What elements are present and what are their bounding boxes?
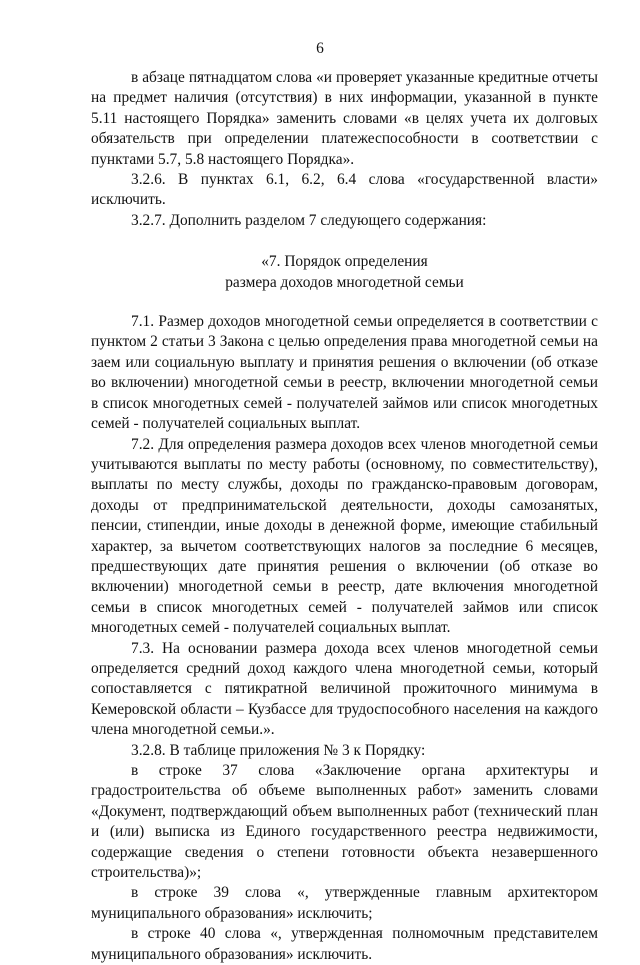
paragraph-7-2: 7.2. Для определения размера доходов всех членов многодетной семьи учитываются выплаты по месту работы (основному, по совместительству), выплаты по месту службы, доходы по гражданско-правовым договорам, доходы от предпринимательской деятельности, доходы самозанятых, пенсии, стипендии, иные доходы в денежной форме, имеющие стабильный характер, за вычетом соответствующих налогов за последние 6 месяцев, предшествующих дате принятия решения о включении (об отказе во включении) многодетной семьи в реестр, дате включения многодетной семьи в список многодетных семей - получателей займов или список многодетных семей - получателей социальных выплат. xyxy=(91,435,598,637)
paragraph-row-40: в строке 40 слова «, утвержденная полномочным представителем муниципального образования» исключить. xyxy=(91,925,598,963)
paragraph-row-37: в строке 37 слова «Заключение органа архитектуры и градостроительства об объеме выполненных работ» заменить словами «Документ, подтверждающий объем выполненных работ (технический план и (или) выписка из Единого государственного реестра недвижимости, содержащие сведения о степени готовности объекта незавершенного строительства)»; xyxy=(91,762,598,882)
paragraph-7-1: 7.1. Размер доходов многодетной семьи определяется в соответствии с пунктом 2 статьи 3 Закона с целью определения права многодетной семьи на заем или социальную выплату и принятия решения о включении (об отказе во включении) многодетной семьи в реестр, включении многодетной семьи в список многодетных семей - получателей займов или список многодетных семей - получателей социальных выплат. xyxy=(91,313,598,433)
page-number: 6 xyxy=(316,40,324,57)
paragraph-3-2-6: 3.2.6. В пунктах 6.1, 6.2, 6.4 слова «государственной власти» исключить. xyxy=(91,171,598,209)
paragraph-7-3: 7.3. На основании размера дохода всех членов многодетной семьи определяется средний доход каждого члена многодетной семьи, который сопоставляется с пятикратной величиной прожиточного минимума в Кемеровской области – Кузбассе для трудоспособного населения на каждого члена многодетной семьи.». xyxy=(91,639,598,739)
document-body xyxy=(91,68,598,965)
section-heading-line-2: размера доходов многодетной семьи xyxy=(225,273,464,291)
paragraph-amend-15th-clause: в абзаце пятнадцатом слова «и проверяет указанные кредитные отчеты на предмет наличия (отсутствия) в них информации, указанной в пункте 5.11 настоящего Порядка» заменить словами «в целях учета их долговых обязательств при определении платежеспособности в соответствии с пунктами 5.7, 5.8 настоящего Порядка». xyxy=(91,69,598,168)
section-heading-line-1: «7. Порядок определения xyxy=(261,253,428,271)
section-7-heading xyxy=(91,252,598,293)
paragraph-row-39: в строке 39 слова «, утвержденные главным архитектором муниципального образования» исключить; xyxy=(91,884,598,922)
paragraph-3-2-8: 3.2.8. В таблице приложения № 3 к Порядку: xyxy=(131,741,426,759)
paragraph-3-2-7: 3.2.7. Дополнить разделом 7 следующего содержания: xyxy=(131,211,487,229)
